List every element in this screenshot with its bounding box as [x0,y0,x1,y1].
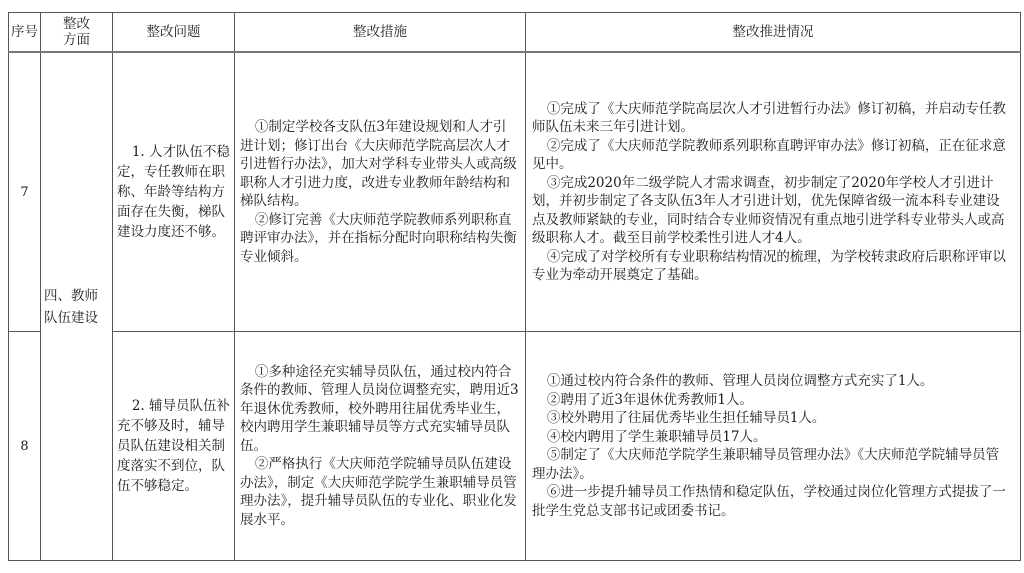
measure-item: ②修订完善《大庆师范学院教师系列职称直聘评审办法》，并在指标分配时向职称结构失衡专业倾斜。 [240,211,517,265]
header-problem: 整改问题 [113,13,235,53]
progress-item: ①完成了《大庆师范学院高层次人才引进暂行办法》修订初稿，并启动专任教师队伍未来三年引进计划。 [532,100,1006,135]
table-header-row [9,13,1021,53]
problem-cell [113,52,235,332]
progress-item: ②聘用了近3年退休优秀教师1人。 [546,391,754,408]
progress-item: ①通过校内符合条件的教师、管理人员岗位调整方式充实了1人。 [546,373,934,389]
table-row [9,52,1021,332]
header-measures: 整改措施 [235,13,526,53]
rectification-table [8,12,1021,561]
progress-cell [526,332,1021,561]
progress-item: ③校外聘用了往届优秀毕业生担任辅导员1人。 [546,410,826,426]
header-progress: 整改推进情况 [526,13,1021,53]
header-aspect-line1: 整改 [63,16,90,32]
header-aspect [41,13,113,53]
problem-text: 2. 辅导员队伍补充不够及时，辅导员队伍建设相关制度落实不到位，队伍不够稳定。 [117,398,231,494]
measure-item: ②严格执行《大庆师范学院辅导员队伍建设办法》，制定《大庆师范学院学生兼职辅导员管理办法》，提升辅导员队伍的专业化、职业化发展水平。 [240,456,517,528]
progress-item: ⑥进一步提升辅导员工作热情和稳定队伍，学校通过岗位化管理方式提拔了一批学生党总支部书记或团委书记。 [532,484,1006,519]
progress-item: ②完成了《大庆师范学院教师系列职称直聘评审办法》修订初稿，正在征求意见中。 [532,137,1006,172]
aspect-line2: 队伍建设 [44,309,98,326]
aspect-cell [41,52,113,561]
aspect-line1: 四、教师 [44,287,98,304]
problem-cell [113,332,235,561]
measure-item: ①制定学校各支队伍3年建设规划和人才引进计划；修订出台《大庆师范学院高层次人才引进暂行办法》，加大对学科专业带头人或高级职称人才引进力度，改进专业教师年龄结构和梯队结构。 [240,119,517,209]
measure-item: ①多种途径充实辅导员队伍，通过校内符合条件的教师、管理人员岗位调整充实，聘用近3年退休优秀教师，校外聘用往届优秀毕业生，校内聘用学生兼职辅导员等方式充实辅导员队伍。 [240,363,519,454]
progress-item: ⑤制定了《大庆师范学院学生兼职辅导员管理办法》《大庆师范学院辅导员管理办法》。 [532,447,1000,482]
header-seq: 序号 [9,13,41,53]
measures-cell [235,332,526,561]
progress-cell [526,52,1021,332]
progress-item: ③完成2020年二级学院人才需求调查，初步制定了2020年学校人才引进计划，并初步制定了各支队伍3年人才引进计划，优先保障省级一流本科专业建设点及教师紧缺的专业，同时结合专业师资情况有重点地引进学科专业带头人或高级职称人才。截至目前学校柔性引进人才4人。 [532,174,1005,246]
table-row [9,332,1021,561]
measures-cell [235,52,526,332]
problem-text: 1. 人才队伍不稳定，专任教师在职称、年龄等结构方面存在失衡，梯队建设力度还不够。 [117,144,231,240]
progress-item: ④校内聘用了学生兼职辅导员17人。 [546,428,767,445]
row-seq: 7 [9,52,41,332]
header-aspect-line2: 方面 [63,32,90,48]
progress-item: ④完成了对学校所有专业职称结构情况的梳理，为学校转隶政府后职称评审以专业为牵动开展奠定了基础。 [532,248,1006,283]
row-seq: 8 [9,332,41,561]
